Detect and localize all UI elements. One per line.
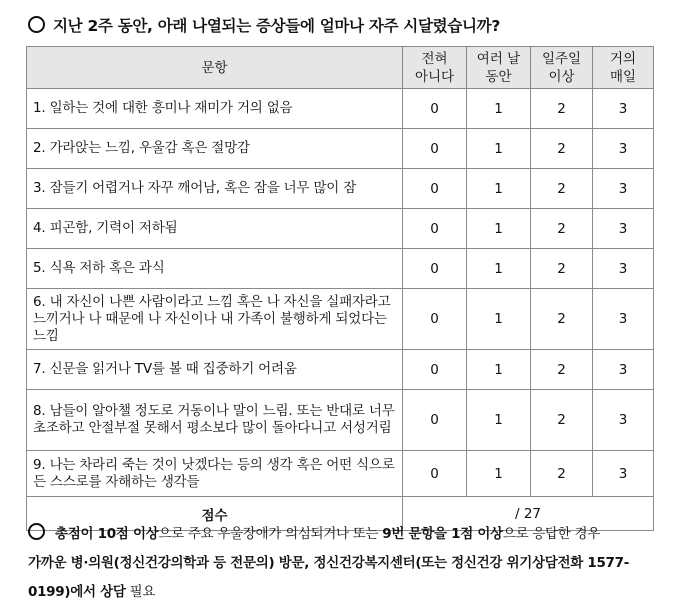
score-cell: 1 (467, 390, 531, 451)
score-cell: 3 (593, 390, 654, 451)
score-cell: 3 (593, 169, 654, 209)
table-row (27, 249, 654, 289)
table-row (27, 451, 654, 497)
table-row (27, 129, 654, 169)
circle-bullet-icon (28, 16, 45, 33)
score-cell: 1 (467, 350, 531, 390)
row-text: 5. 식욕 저하 혹은 과식 (27, 249, 403, 289)
header-nearly-every-day: 거의 매일 (593, 47, 654, 89)
score-cell: 3 (593, 289, 654, 350)
score-cell: 1 (467, 169, 531, 209)
row-text: 6. 내 자신이 나쁜 사람이라고 느낌 혹은 나 자신을 실패자라고 느끼거나 나 때문에 나 자신이나 내 가족이 불행하게 되었다는 느낌 (27, 289, 403, 350)
score-cell: 3 (593, 129, 654, 169)
score-cell: 0 (403, 89, 467, 129)
score-cell: 2 (531, 249, 593, 289)
score-cell: 1 (467, 289, 531, 350)
row-text: 2. 가라앉는 느낌, 우울감 혹은 절망감 (27, 129, 403, 169)
score-cell: 2 (531, 350, 593, 390)
note-text-1: 으로 주요 우울장애가 의심되거나 또는 (158, 526, 383, 542)
symptom-table (26, 46, 654, 531)
score-cell: 3 (593, 249, 654, 289)
score-cell: 0 (403, 169, 467, 209)
row-text: 1. 일하는 것에 대한 흥미나 재미가 거의 없음 (27, 89, 403, 129)
note-text-3: 필요 (125, 584, 156, 600)
note-referral: 가까운 병·의원(정신건강의학과 등 전문의) 방문, 정신건강복지센터(또는 정신건강 위기상담전화 1577-0199)에서 상담 (28, 555, 630, 600)
score-cell: 3 (593, 451, 654, 497)
score-cell: 1 (467, 249, 531, 289)
score-cell: 3 (593, 350, 654, 390)
score-cell: 2 (531, 169, 593, 209)
score-cell: 1 (467, 129, 531, 169)
score-cell: 2 (531, 129, 593, 169)
score-cell: 0 (403, 350, 467, 390)
header-item: 문항 (27, 47, 403, 89)
row-text: 4. 피곤함, 기력이 저하됨 (27, 209, 403, 249)
table-row (27, 169, 654, 209)
score-cell: 2 (531, 209, 593, 249)
score-cell: 0 (403, 390, 467, 451)
score-cell: 3 (593, 209, 654, 249)
score-cell: 0 (403, 129, 467, 169)
table-row (27, 289, 654, 350)
score-cell: 0 (403, 451, 467, 497)
score-cell: 1 (467, 209, 531, 249)
table-row (27, 350, 654, 390)
circle-bullet-icon (28, 523, 45, 540)
row-text: 7. 신문을 읽거나 TV를 볼 때 집중하기 어려움 (27, 350, 403, 390)
row-text: 3. 잠들기 어렵거나 자꾸 깨어남, 혹은 잠을 너무 많이 잠 (27, 169, 403, 209)
total-value: / 27 (403, 497, 654, 531)
note-total-threshold: 총점이 10점 이상 (55, 526, 159, 542)
row-text: 9. 나는 차라리 죽는 것이 낫겠다는 등의 생각 혹은 어떤 식으로든 스스로를 자해하는 생각들 (27, 451, 403, 497)
header-not-at-all: 전혀 아니다 (403, 47, 467, 89)
score-cell: 1 (467, 89, 531, 129)
question-heading (28, 14, 500, 36)
score-cell: 0 (403, 209, 467, 249)
score-cell: 3 (593, 89, 654, 129)
note-text-2: 으로 응답한 경우 (502, 526, 600, 542)
score-cell: 2 (531, 289, 593, 350)
header-several-days: 여러 날 동안 (467, 47, 531, 89)
row-text: 8. 남들이 알아챌 정도로 거동이나 말이 느림. 또는 반대로 너무 초조하고 안절부절 못해서 평소보다 많이 돌아다니고 서성거림 (27, 390, 403, 451)
score-cell: 2 (531, 89, 593, 129)
total-label: 점수 (27, 497, 403, 531)
table-header-row (27, 47, 654, 89)
score-cell: 0 (403, 249, 467, 289)
note-item9-threshold: 9번 문항을 1점 이상 (382, 526, 503, 542)
table-row (27, 209, 654, 249)
score-cell: 1 (467, 451, 531, 497)
score-cell: 2 (531, 451, 593, 497)
score-cell: 0 (403, 289, 467, 350)
header-more-than-week: 일주일 이상 (531, 47, 593, 89)
guidance-note (28, 520, 658, 607)
table-row (27, 89, 654, 129)
question-text: 지난 2주 동안, 아래 나열되는 증상들에 얼마나 자주 시달렸습니까? (53, 17, 501, 35)
score-cell: 2 (531, 390, 593, 451)
table-row (27, 390, 654, 451)
